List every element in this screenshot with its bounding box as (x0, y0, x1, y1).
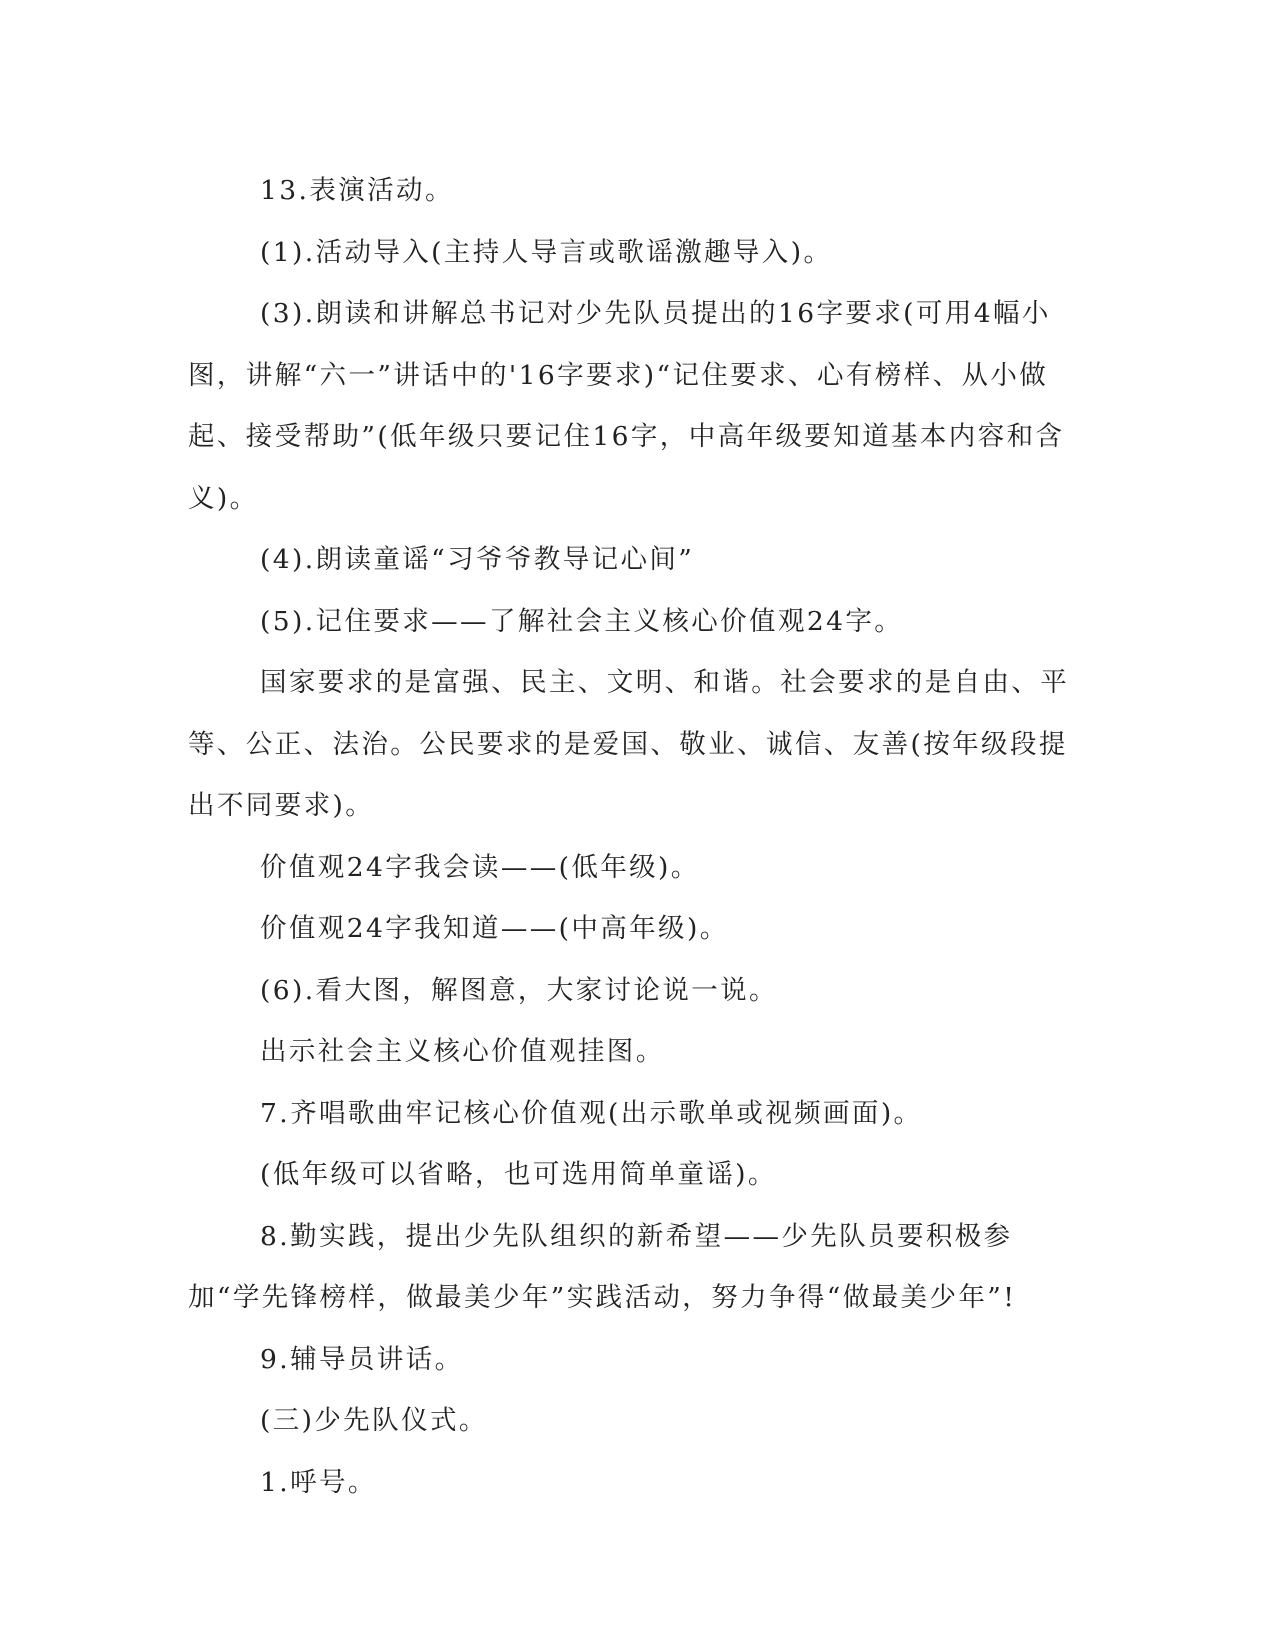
paragraph-sing-song: 7.齐唱歌曲牢记核心价值观(出示歌单或视频画面)。 (260, 1097, 923, 1129)
paragraph-show-wall-chart: 出示社会主义核心价值观挂图。 (260, 1036, 665, 1067)
paragraph-lower-grade-optional: (低年级可以省略，也可选用简单童谣)。 (260, 1159, 777, 1190)
paragraph-counselor-speech: 9.辅导员讲话。 (260, 1343, 464, 1375)
paragraph-performance-activity: 13.表演活动。 (260, 175, 454, 206)
paragraph-read-nursery-rhyme: (4).朗读童谣“习爷爷教导记心间” (260, 544, 695, 575)
paragraph-core-values-24: (5).记住要求——了解社会主义核心价值观24字。 (260, 605, 904, 637)
paragraph-slogan: 1.呼号。 (260, 1466, 377, 1498)
paragraph-upper-grade-knowing: 价值观24字我知道——(中高年级)。 (260, 913, 729, 944)
paragraph-picture-discussion: (6).看大图，解图意，大家讨论说一说。 (260, 974, 778, 1006)
paragraph-lower-grade-reading: 价值观24字我会读——(低年级)。 (260, 851, 700, 883)
paragraph-practice-new-hopes: 8.勤实践，提出少先队组织的新希望——少先队员要积极参加“学先锋榜样，做最美少年”实践活动，努力争得“做最美少年”! (188, 1220, 1017, 1313)
paragraph-activity-intro: (1).活动导入(主持人导言或歌谣激趣导入)。 (260, 236, 833, 268)
paragraph-national-social-citizen-values: 国家要求的是富强、民主、文明、和谐。社会要求的是自由、平等、公正、法治。公民要求的是爱国、敬业、诚信、友善(按年级段提出不同要求)。 (188, 667, 1070, 821)
paragraph-pioneer-ceremony: (三)少先队仪式。 (260, 1405, 488, 1436)
paragraph-16-character-requirements: (3).朗读和讲解总书记对少先队员提出的16字要求(可用4幅小图，讲解“六一”讲话中的'16字要求)“记住要求、心有榜样、从小做起、接受帮助”(低年级只要记住16字，中高年级要知道基本内容和含义)。 (188, 298, 1065, 514)
document-body (188, 160, 1078, 1513)
